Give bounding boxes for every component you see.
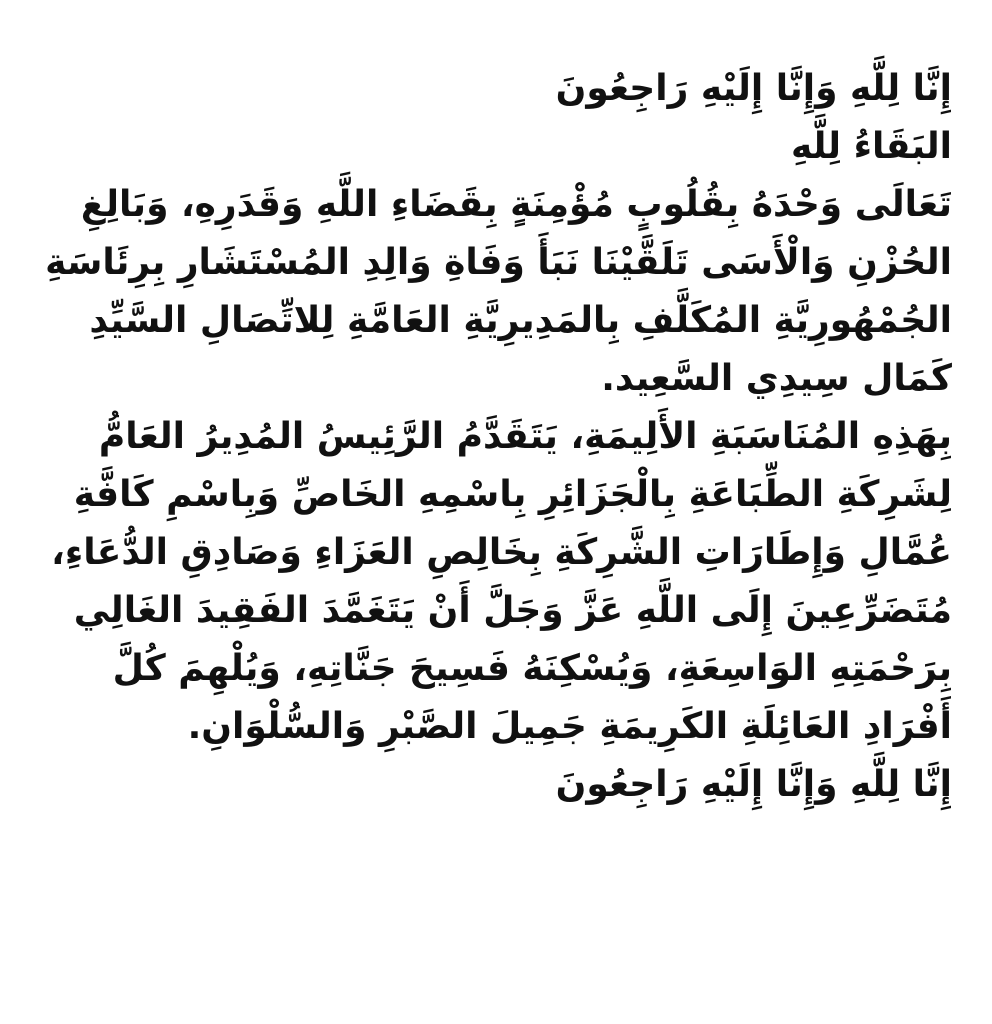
body-line-8: مُتَضَرِّعِينَ إِلَى اللَّهِ عَزَّ وَجَلَّ أَنْ يَتَغَمَّدَ الفَقِيدَ الغَالِي [73,590,952,631]
body-line-1: تَعَالَى وَحْدَهُ بِقُلُوبٍ مُؤْمِنَةٍ بِقَضَاءِ اللَّهِ وَقَدَرِهِ، وَبَالِغِ [80,184,952,225]
condolence-notice [40,60,952,814]
body-line-3: الجُمْهُورِيَّةِ المُكَلَّفِ بِالمَدِيرِيَّةِ العَامَّةِ لِلاتِّصَالِ السَّيِّدِ [89,300,952,341]
opening-verse: إِنَّا لِلَّهِ وَإِنَّا إِلَيْهِ رَاجِعُونَ [555,68,952,109]
body-line-9: بِرَحْمَتِهِ الوَاسِعَةِ، وَيُسْكِنَهُ فَسِيحَ جَنَّاتِهِ، وَيُلْهِمَ كُلَّ [112,648,952,689]
body-line-2: الحُزْنِ وَالْأَسَى تَلَقَّيْنَا نَبَأَ وَفَاةِ وَالِدِ المُسْتَشَارِ بِرِئَاسَةِ [45,242,952,283]
body-line-7: عُمَّالِ وَإِطَارَاتِ الشَّرِكَةِ بِخَالِصِ العَزَاءِ وَصَادِقِ الدُّعَاءِ، [51,532,952,573]
body-line-10: أَفْرَادِ العَائِلَةِ الكَرِيمَةِ جَمِيلَ الصَّبْرِ وَالسُّلْوَانِ. [187,706,952,747]
heading-line: البَقَاءُ لِلَّهِ [791,126,952,167]
body-line-4: كَمَال سِيدِي السَّعِيد. [601,358,952,399]
body-line-6: لِشَرِكَةِ الطِّبَاعَةِ بِالْجَزَائِرِ بِاسْمِهِ الخَاصِّ وَبِاسْمِ كَافَّةِ [73,474,952,515]
closing-verse: إِنَّا لِلَّهِ وَإِنَّا إِلَيْهِ رَاجِعُونَ [555,764,952,805]
body-line-5: بِهَذِهِ المُنَاسَبَةِ الأَلِيمَةِ، يَتَقَدَّمُ الرَّئِيسُ المُدِيرُ العَامُّ [98,416,952,457]
